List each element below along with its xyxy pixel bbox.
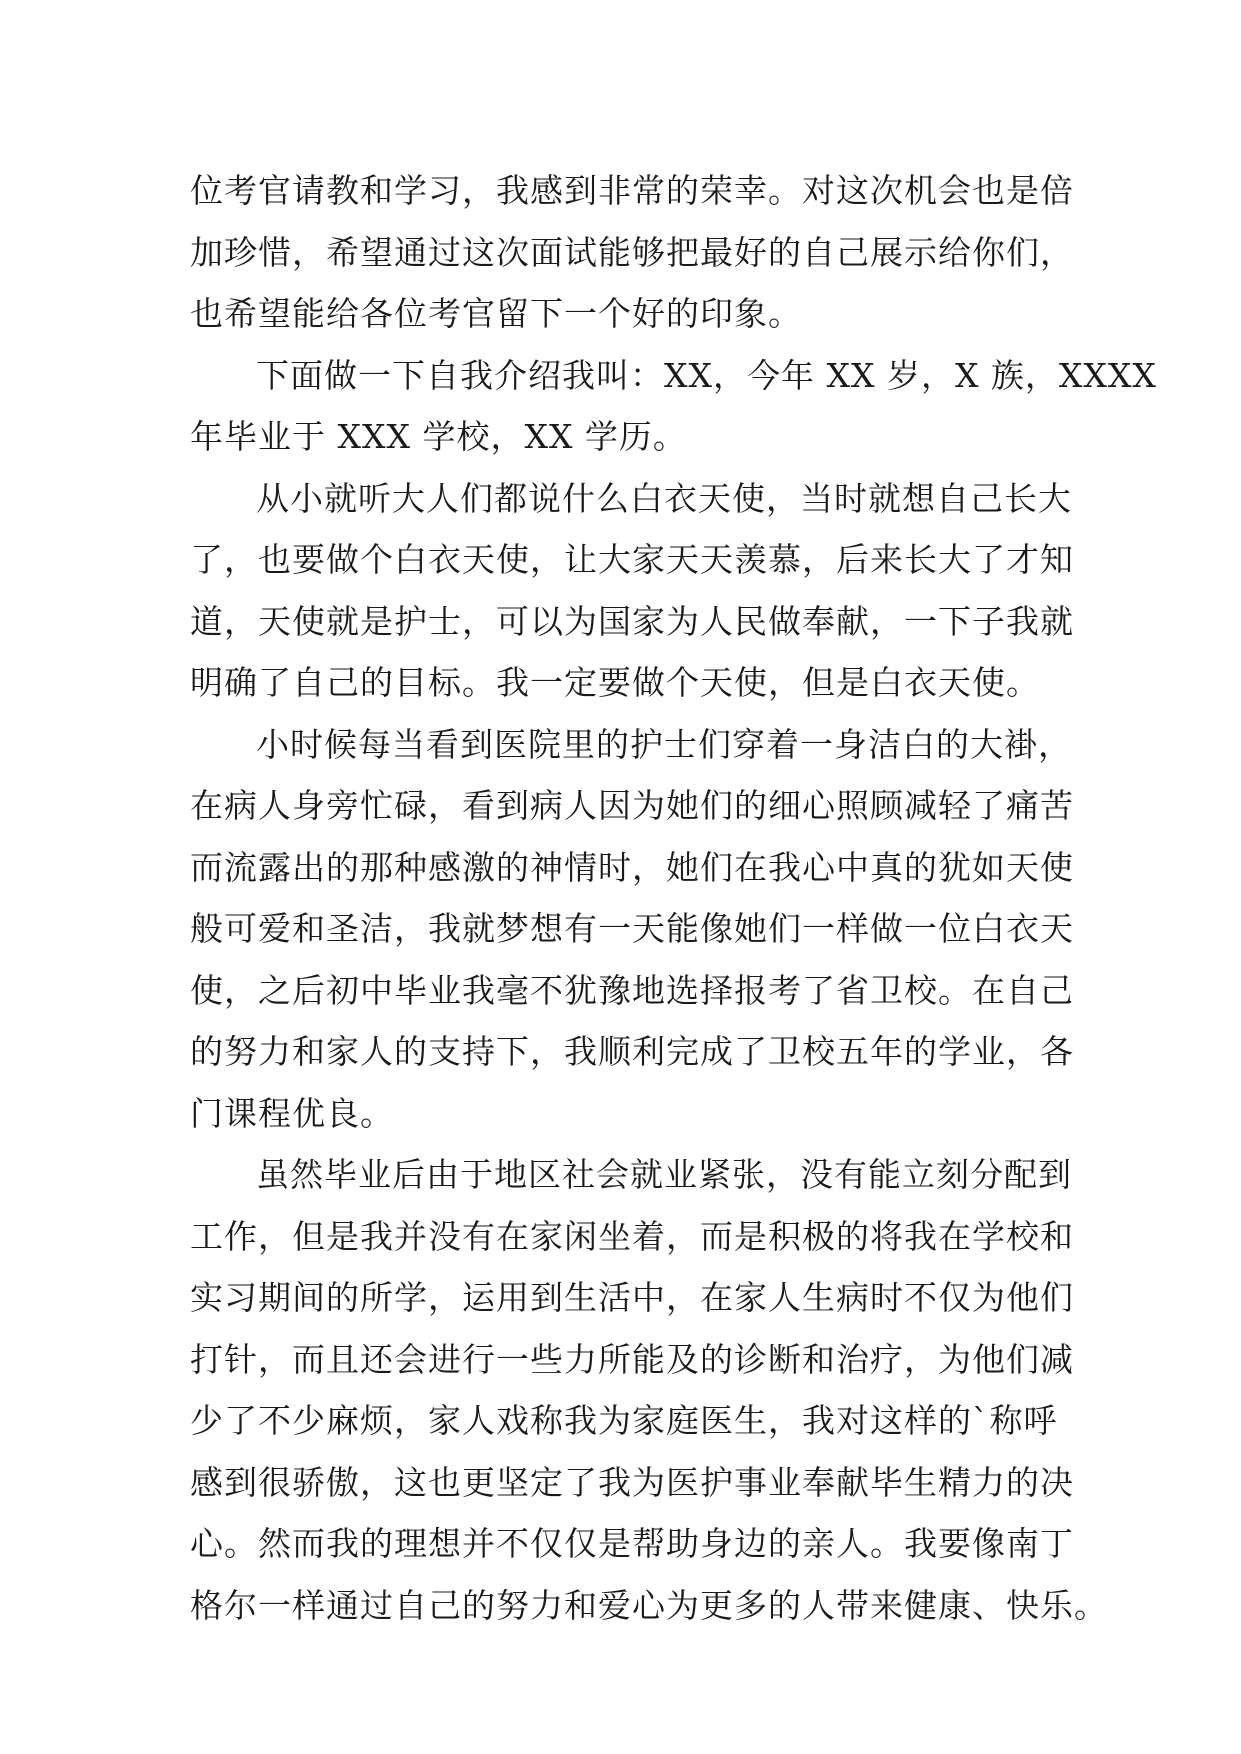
text-line: 般可爱和圣洁，我就梦想有一天能像她们一样做一位白衣天 [190, 909, 1074, 948]
text-line: 使，之后初中毕业我毫不犹豫地选择报考了省卫校。在自己 [190, 970, 1074, 1010]
text-line: 心。然而我的理想并不仅仅是帮助身边的亲人。我要像南丁 [190, 1524, 1074, 1563]
text-line: 实习期间的所学，运用到生活中，在家人生病时不仅为他们 [190, 1278, 1074, 1317]
text-line: 年毕业于 XXX 学校，XX 学历。 [190, 417, 687, 456]
text-line: 了，也要做个白衣天使，让大家天天羡慕，后来长大了才知 [190, 540, 1074, 579]
text-line: 而流露出的那种感激的神情时，她们在我心中真的犹如天使 [190, 847, 1074, 887]
text-line: 也希望能给各位考官留下一个好的印象。 [190, 294, 802, 333]
text-line: 道，天使就是护士，可以为国家为人民做奉献，一下子我就 [190, 601, 1074, 641]
text-line: 明确了自己的目标。我一定要做个天使，但是白衣天使。 [190, 663, 1040, 702]
document-body [190, 160, 1157, 1636]
text-line: 加珍惜，希望通过这次面试能够把最好的自己展示给你们， [190, 232, 1074, 272]
paragraph-first-line: 下面做一下自我介绍我叫：XX，今年 XX 岁，X 族，XXXX [256, 355, 1157, 395]
text-line: 格尔一样通过自己的努力和爱心为更多的人带来健康、快乐。 [190, 1585, 1108, 1625]
paragraph-first-line: 从小就听大人们都说什么白衣天使，当时就想自己长大 [256, 478, 1072, 518]
text-line: 打针，而且还会进行一些力所能及的诊断和治疗，为他们减 [190, 1339, 1074, 1379]
paragraph-first-line: 虽然毕业后由于地区社会就业紧张，没有能立刻分配到 [256, 1155, 1072, 1194]
text-line: 位考官请教和学习，我感到非常的荣幸。对这次机会也是倍 [190, 171, 1074, 210]
text-line: 少了不少麻烦，家人戏称我为家庭医生，我对这样的`称呼 [190, 1401, 1058, 1440]
text-line: 门课程优良。 [190, 1093, 394, 1133]
text-line: 的努力和家人的支持下，我顺利完成了卫校五年的学业，各 [190, 1032, 1074, 1071]
text-line: 感到很骄傲，这也更坚定了我为医护事业奉献毕生精力的决 [190, 1462, 1074, 1502]
paragraph-first-line: 小时候每当看到医院里的护士们穿着一身洁白的大褂， [256, 724, 1072, 764]
text-line: 在病人身旁忙碌，看到病人因为她们的细心照顾减轻了痛苦 [190, 786, 1074, 825]
text-line: 工作，但是我并没有在家闲坐着，而是积极的将我在学校和 [190, 1216, 1074, 1256]
